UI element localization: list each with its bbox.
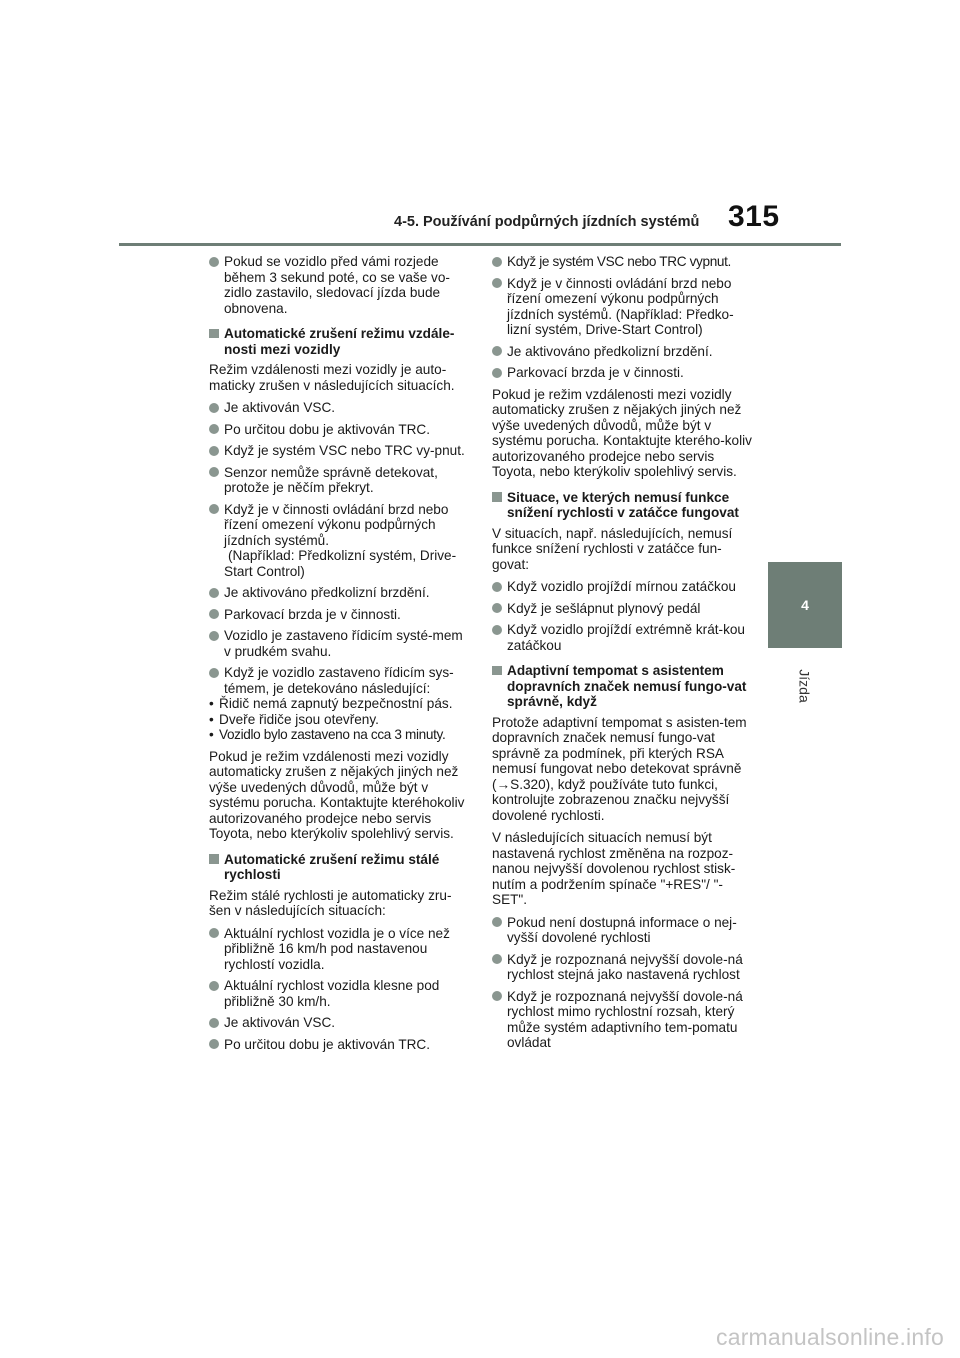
- bullet-icon: [209, 981, 219, 991]
- list-item: Když je rozpoznaná nejvyšší dovole-ná rychlost mimo rychlostní rozsah, který může systém adaptivního tem-pomatu ovládat: [492, 989, 752, 1051]
- list-item: Aktuální rychlost vozidla klesne pod přibližně 30 km/h.: [209, 978, 469, 1009]
- watermark-link[interactable]: carmanualsonline.info: [716, 1324, 944, 1350]
- list-item: Po určitou dobu je aktivován TRC.: [209, 422, 469, 438]
- square-bullet-icon: [492, 666, 502, 676]
- paragraph: Protože adaptivní tempomat s asisten-tem dopravních značek nemusí fungo-vat správně za podmínek, při kterých RSA nemusí fungovat nebo detekovat správně (→S.320), když používáte tuto funkci, kontrolujte zobrazenou značku nejvyšší dovolené rychlosti.: [492, 714, 747, 823]
- list-item: Když je sešlápnut plynový pedál: [492, 601, 752, 617]
- bullet-icon: [209, 1039, 219, 1049]
- bullet-icon: [209, 1018, 219, 1028]
- list-item: Je aktivován VSC.: [209, 1015, 469, 1031]
- sub-list-item: • Řidič nemá zapnutý bezpečnostní pás.: [209, 696, 469, 712]
- list-item: Parkovací brzda je v činnosti.: [492, 365, 752, 381]
- bullet-icon: [492, 346, 502, 356]
- paragraph: Režim stálé rychlosti je automaticky zru-šen v následujících situacích:: [209, 887, 452, 918]
- list-item: Když je v činnosti ovládání brzd nebo řízení omezení výkonu podpůrných jízdních systémů. (Například: Předkolizní systém, Drive-Start Control): [209, 502, 469, 580]
- bullet-icon: [209, 424, 219, 434]
- list-item: Po určitou dobu je aktivován TRC.: [209, 1037, 469, 1053]
- left-column: [209, 254, 469, 1058]
- list-item: Je aktivováno předkolizní brzdění.: [492, 344, 752, 360]
- bullet-icon: [492, 917, 502, 927]
- bullet-icon: [209, 257, 219, 267]
- bullet-icon: [492, 991, 502, 1001]
- list-item: Parkovací brzda je v činnosti.: [209, 607, 469, 623]
- sub-list-item: • Vozidlo bylo zastaveno na cca 3 minuty.: [209, 727, 469, 743]
- paragraph: Pokud je režim vzdálenosti mezi vozidly automaticky zrušen z nějakých jiných než výše uvedených důvodů, může být v systému porucha. Kontaktujte kterého-koliv autorizovaného prodejce nebo servis Toyota, nebo kterýkoliv spolehlivý servis.: [492, 386, 752, 479]
- list-item: Když je vozidlo zastaveno řídicím sys-témem, je detekováno následující: • Řidič nemá zapnutý bezpečnostní pás. • Dveře řidiče jsou otevřeny. • Vozidlo bylo zastaveno na cca 3 minuty.: [209, 665, 469, 743]
- chapter-title: Jízda: [797, 669, 813, 703]
- list-item: Vozidlo je zastaveno řídicím systé-mem v prudkém svahu.: [209, 628, 469, 659]
- bullet-icon: [209, 631, 219, 641]
- square-bullet-icon: [492, 492, 502, 502]
- list-item: Je aktivován VSC.: [209, 400, 469, 416]
- list-item: Když vozidlo projíždí extrémně krát-kou zatáčkou: [492, 622, 752, 653]
- bullet-icon: [492, 603, 502, 613]
- paragraph: Režim vzdálenosti mezi vozidly je auto-maticky zrušen v následujících situacích.: [209, 362, 455, 393]
- paragraph: V následujících situacích nemusí být nastavená rychlost změněna na rozpoz-nanou nejvyšší dovolenou rychlost stisk-nutím a podržením spínače "+RES"/ "-SET".: [492, 830, 736, 907]
- bullet-icon: [492, 954, 502, 964]
- section-heading: Automatické zrušení režimu vzdále-nosti mezi vozidly: [209, 326, 469, 357]
- chapter-number: 4: [801, 597, 809, 613]
- bullet-icon: [209, 446, 219, 456]
- chapter-title-container: [780, 660, 830, 740]
- bullet-icon: [209, 467, 219, 477]
- list-item: Aktuální rychlost vozidla je o více než přibližně 16 km/h pod nastavenou rychlostí vozidla.: [209, 926, 469, 973]
- section-heading: Adaptivní tempomat s asistentem dopravních značek nemusí fungo-vat správně, když: [492, 663, 752, 710]
- list-item: Když vozidlo projíždí mírnou zatáčkou: [492, 579, 752, 595]
- list-item: Pokud se vozidlo před vámi rozjede během 3 sekund poté, co se vaše vo-zidlo zastavilo, sledovací jízda bude obnovena.: [209, 254, 469, 316]
- list-item: Je aktivováno předkolizní brzdění.: [209, 585, 469, 601]
- bullet-icon: [492, 257, 502, 267]
- sub-list-item: • Dveře řidiče jsou otevřeny.: [209, 712, 469, 728]
- paragraph: V situacích, např. následujících, nemusí funkce snížení rychlosti v zatáčce fun-govat:: [492, 525, 733, 572]
- paragraph: Pokud je režim vzdálenosti mezi vozidly automaticky zrušen z nějakých jiných než výše uvedených důvodů, může být v systému porucha. Kontaktujte kteréhokoliv autorizovaného prodejce nebo servis Toyota, nebo kterýkoliv spolehlivý servis.: [209, 748, 465, 841]
- right-column: [492, 254, 752, 1057]
- section-heading: Automatické zrušení režimu stálé rychlosti: [209, 852, 469, 883]
- page-number: 315: [728, 200, 780, 233]
- bullet-icon: [209, 504, 219, 514]
- header-divider: [119, 243, 841, 246]
- list-item: Když je systém VSC nebo TRC vy-pnut.: [209, 443, 469, 459]
- section-heading: Situace, ve kterých nemusí funkce snížení rychlosti v zatáčce fungovat: [492, 490, 752, 521]
- bullet-icon: [209, 928, 219, 938]
- section-header: 4-5. Používání podpůrných jízdních systémů: [394, 214, 700, 230]
- bullet-icon: [492, 278, 502, 288]
- bullet-icon: [492, 582, 502, 592]
- list-item: Pokud není dostupná informace o nej-vyšší dovolené rychlosti: [492, 915, 752, 946]
- bullet-icon: [492, 368, 502, 378]
- bullet-icon: [209, 588, 219, 598]
- bullet-icon: [209, 403, 219, 413]
- bullet-icon: [492, 625, 502, 635]
- bullet-icon: [209, 668, 219, 678]
- list-item: Senzor nemůže správně detekovat, protože je něčím překryt.: [209, 465, 469, 496]
- list-item: Když je rozpoznaná nejvyšší dovole-ná rychlost stejná jako nastavená rychlost: [492, 952, 752, 983]
- list-item: Když je v činnosti ovládání brzd nebo řízení omezení výkonu podpůrných jízdních systémů. (Například: Předko-lizní systém, Drive-Start Control): [492, 276, 752, 338]
- bullet-icon: [209, 609, 219, 619]
- square-bullet-icon: [209, 854, 219, 864]
- chapter-tab: [768, 562, 842, 648]
- list-item: Když je systém VSC nebo TRC vypnut.: [492, 254, 752, 270]
- square-bullet-icon: [209, 329, 219, 339]
